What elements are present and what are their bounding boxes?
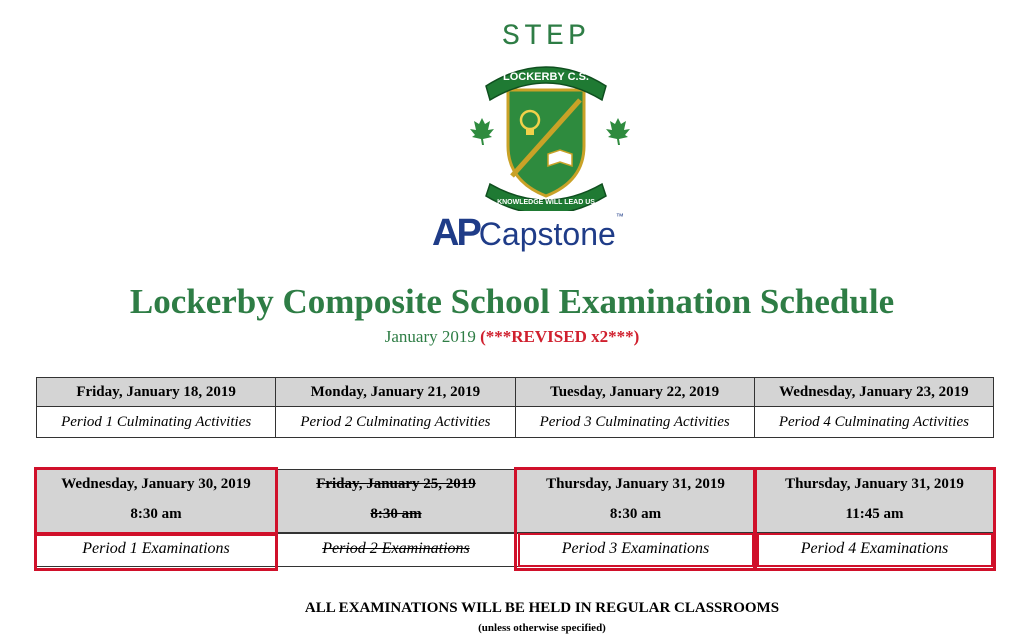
exam-date: Thursday, January 31, 2019 [785, 476, 964, 492]
culminating-activities-table [36, 377, 994, 438]
ap-mark: AP [432, 212, 479, 254]
revised-notice: (***REVISED x2***) [480, 327, 640, 346]
page-title: Lockerby Composite School Examination Schedule [129, 282, 895, 321]
culminating-activity-cell: Period 1 Culminating Activities [37, 407, 276, 438]
examinations-table [36, 469, 994, 571]
culminating-date-cell: Monday, January 21, 2019 [276, 378, 515, 407]
exam-time: 11:45 am [845, 506, 904, 522]
trademark-symbol: ™ [615, 212, 624, 221]
exam-name: Period 2 Examinations [322, 540, 470, 557]
classroom-note: (unless otherwise specified) [478, 622, 606, 634]
exam-name-cell: Period 3 Examinations [516, 533, 755, 567]
exam-header-cell-cancelled [276, 469, 516, 533]
exam-time: 8:30 am [130, 506, 182, 522]
highlight-box [34, 467, 278, 535]
culminating-activity-cell: Period 3 Culminating Activities [515, 407, 754, 438]
exam-name-cell-cancelled [276, 533, 516, 567]
exam-date: Wednesday, January 30, 2019 [61, 476, 251, 492]
highlight-box [518, 533, 754, 567]
school-logo [430, 18, 662, 262]
crest-bottom-text: KNOWLEDGE WILL LEAD US [497, 199, 595, 206]
culminating-date-cell: Friday, January 18, 2019 [37, 378, 276, 407]
exam-time: 8:30 am [370, 506, 422, 522]
capstone-wordmark: Capstone [478, 216, 616, 252]
culminating-date-cell: Tuesday, January 22, 2019 [515, 378, 754, 407]
highlight-box [757, 533, 993, 567]
culminating-activity-cell: Period 2 Culminating Activities [276, 407, 515, 438]
table-row [37, 378, 994, 407]
culminating-activity-cell: Period 4 Culminating Activities [754, 407, 993, 438]
step-label: STEP [501, 20, 590, 54]
classroom-notice: ALL EXAMINATIONS WILL BE HELD IN REGULAR CLASSROOMS [304, 600, 780, 616]
exam-date: Thursday, January 31, 2019 [546, 476, 725, 492]
exam-name-cell: Period 1 Examinations [36, 533, 276, 567]
page-subtitle [0, 327, 1024, 347]
subtitle-date: January 2019 [384, 327, 476, 346]
highlight-box [34, 533, 278, 571]
exam-name-cell: Period 4 Examinations [755, 533, 994, 567]
culminating-date-cell: Wednesday, January 23, 2019 [754, 378, 993, 407]
table-row [37, 407, 994, 438]
exam-time: 8:30 am [609, 506, 662, 522]
lockerby-crest-logo [456, 56, 636, 211]
exam-date: Friday, January 25, 2019 [316, 476, 476, 492]
crest-top-text: LOCKERBY C.S. [503, 71, 589, 83]
ap-capstone-logo [432, 212, 662, 258]
